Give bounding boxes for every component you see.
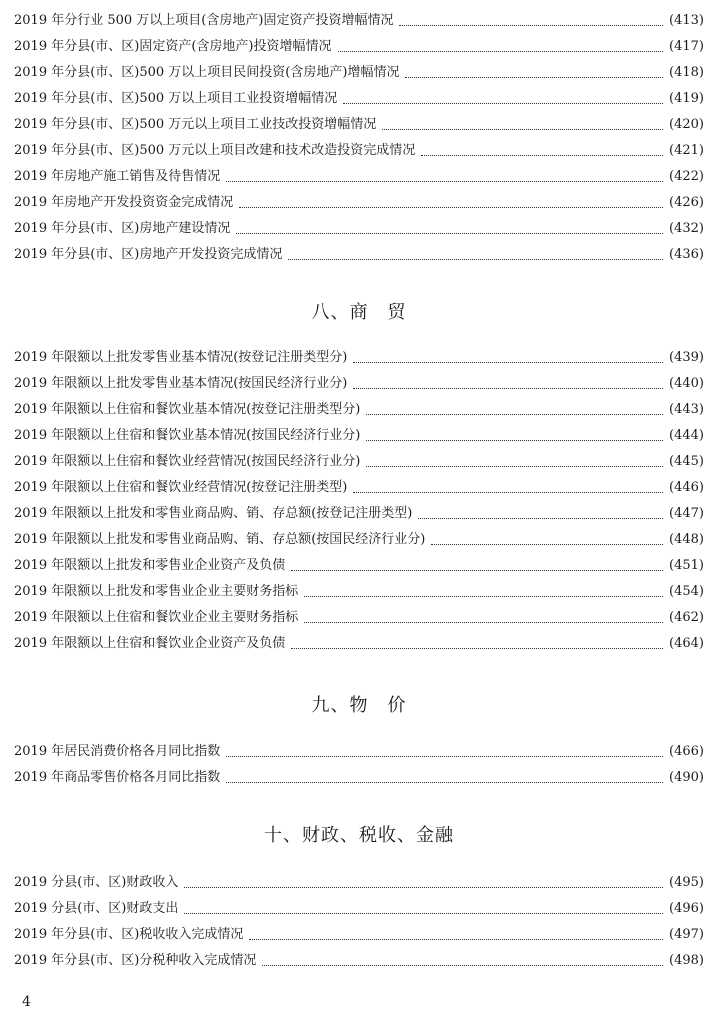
toc-entry-title: 2019 年商品零售价格各月同比指数 bbox=[14, 770, 221, 785]
toc-entry bbox=[14, 60, 704, 86]
toc-entry-page: (444) bbox=[669, 428, 704, 443]
toc-entry bbox=[14, 138, 704, 164]
dot-leader bbox=[304, 622, 663, 623]
toc-entry-page: (495) bbox=[669, 875, 704, 890]
toc-entry bbox=[14, 765, 704, 791]
toc-entry bbox=[14, 216, 704, 242]
toc-entry bbox=[14, 870, 704, 896]
toc-entry-page: (451) bbox=[669, 558, 704, 573]
toc-entry-page: (466) bbox=[669, 744, 704, 759]
toc-entry-page: (497) bbox=[669, 927, 704, 942]
toc-entry bbox=[14, 527, 704, 553]
dot-leader bbox=[249, 939, 663, 940]
toc-entry-page: (436) bbox=[669, 247, 704, 262]
toc-entry-title: 2019 年限额以上批发和零售业企业资产及负债 bbox=[14, 558, 286, 573]
dot-leader bbox=[304, 596, 663, 597]
toc-entry-page: (421) bbox=[669, 143, 704, 158]
toc-entry bbox=[14, 242, 704, 268]
toc-entry-title: 2019 年居民消费价格各月同比指数 bbox=[14, 744, 221, 759]
dot-leader bbox=[353, 492, 663, 493]
dot-leader bbox=[184, 887, 663, 888]
dot-leader bbox=[288, 259, 663, 260]
toc-entry-page: (422) bbox=[669, 169, 704, 184]
dot-leader bbox=[239, 207, 663, 208]
toc-entry-page: (445) bbox=[669, 454, 704, 469]
toc-entry-title: 2019 年分县(市、区)房地产建设情况 bbox=[14, 221, 231, 236]
toc-entry-page: (418) bbox=[669, 65, 704, 80]
dot-leader bbox=[226, 181, 663, 182]
toc-entry bbox=[14, 345, 704, 371]
dot-leader bbox=[226, 756, 663, 757]
toc-entry-page: (498) bbox=[669, 953, 704, 968]
toc-entry-title: 2019 年限额以上批发零售业基本情况(按登记注册类型分) bbox=[14, 350, 348, 365]
toc-entry bbox=[14, 34, 704, 60]
toc-entry-page: (446) bbox=[669, 480, 704, 495]
toc-entry-title: 2019 年分县(市、区)房地产开发投资完成情况 bbox=[14, 247, 283, 262]
toc-entry-title: 2019 年限额以上批发和零售业商品购、销、存总额(按登记注册类型) bbox=[14, 506, 413, 521]
toc-entry-title: 2019 年分县(市、区)税收收入完成情况 bbox=[14, 927, 244, 942]
toc-entry-title: 2019 年限额以上批发和零售业企业主要财务指标 bbox=[14, 584, 299, 599]
dot-leader bbox=[291, 648, 663, 649]
dot-leader bbox=[343, 103, 663, 104]
toc-entry bbox=[14, 397, 704, 423]
toc-entry-title: 2019 年限额以上住宿和餐饮业经营情况(按登记注册类型) bbox=[14, 480, 348, 495]
toc-entry-page: (490) bbox=[669, 770, 704, 785]
dot-leader bbox=[353, 362, 663, 363]
toc-entry-page: (462) bbox=[669, 610, 704, 625]
toc-entry bbox=[14, 475, 704, 501]
toc-entry-title: 2019 年房地产施工销售及待售情况 bbox=[14, 169, 221, 184]
toc-entry bbox=[14, 896, 704, 922]
dot-leader bbox=[366, 440, 663, 441]
toc-entry-title: 2019 年房地产开发投资资金完成情况 bbox=[14, 195, 234, 210]
toc-entry bbox=[14, 579, 704, 605]
dot-leader bbox=[366, 414, 663, 415]
dot-leader bbox=[236, 233, 663, 234]
toc-entry-page: (448) bbox=[669, 532, 704, 547]
dot-leader bbox=[431, 544, 663, 545]
toc-entry-title: 2019 年限额以上住宿和餐饮业经营情况(按国民经济行业分) bbox=[14, 454, 361, 469]
toc-section-investment bbox=[14, 8, 704, 268]
toc-entry-title: 2019 年限额以上批发零售业基本情况(按国民经济行业分) bbox=[14, 376, 348, 391]
toc-entry bbox=[14, 631, 704, 657]
toc-entry-page: (439) bbox=[669, 350, 704, 365]
dot-leader bbox=[405, 77, 663, 78]
toc-entry bbox=[14, 190, 704, 216]
toc-entry-title: 2019 年分县(市、区)500 万以上项目工业投资增幅情况 bbox=[14, 91, 338, 106]
toc-entry-title: 2019 年限额以上住宿和餐饮业企业主要财务指标 bbox=[14, 610, 299, 625]
toc-entry-title: 2019 分县(市、区)财政支出 bbox=[14, 901, 179, 916]
toc-section-prices bbox=[14, 739, 704, 791]
dot-leader bbox=[421, 155, 663, 156]
dot-leader bbox=[184, 913, 663, 914]
toc-entry-page: (496) bbox=[669, 901, 704, 916]
section-heading-prices: 九、物 价 bbox=[311, 695, 407, 716]
toc-entry bbox=[14, 605, 704, 631]
toc-entry bbox=[14, 423, 704, 449]
section-heading-finance: 十、财政、税收、金融 bbox=[264, 825, 454, 846]
dot-leader bbox=[353, 388, 663, 389]
dot-leader bbox=[226, 782, 663, 783]
toc-entry-page: (440) bbox=[669, 376, 704, 391]
toc-entry bbox=[14, 922, 704, 948]
toc-entry bbox=[14, 112, 704, 138]
toc-section-commerce bbox=[14, 345, 704, 657]
toc-entry bbox=[14, 449, 704, 475]
toc-entry-page: (443) bbox=[669, 402, 704, 417]
toc-entry-page: (432) bbox=[669, 221, 704, 236]
toc-entry bbox=[14, 371, 704, 397]
toc-entry bbox=[14, 8, 704, 34]
toc-entry-page: (454) bbox=[669, 584, 704, 599]
toc-entry-page: (413) bbox=[669, 13, 704, 28]
toc-entry-title: 2019 年分县(市、区)500 万元以上项目改建和技术改造投资完成情况 bbox=[14, 143, 416, 158]
toc-entry-page: (464) bbox=[669, 636, 704, 651]
dot-leader bbox=[291, 570, 663, 571]
toc-section-finance bbox=[14, 870, 704, 974]
toc-entry-title: 2019 年分县(市、区)分税种收入完成情况 bbox=[14, 953, 257, 968]
dot-leader bbox=[382, 129, 663, 130]
toc-entry-title: 2019 年限额以上住宿和餐饮业基本情况(按国民经济行业分) bbox=[14, 428, 361, 443]
toc-entry bbox=[14, 948, 704, 974]
toc-entry-page: (417) bbox=[669, 39, 704, 54]
toc-entry-page: (419) bbox=[669, 91, 704, 106]
page-number: 4 bbox=[22, 994, 31, 1010]
dot-leader bbox=[262, 965, 663, 966]
toc-entry bbox=[14, 739, 704, 765]
dot-leader bbox=[399, 25, 663, 26]
toc-entry bbox=[14, 86, 704, 112]
toc-entry-title: 2019 年限额以上住宿和餐饮业基本情况(按登记注册类型分) bbox=[14, 402, 361, 417]
toc-entry-title: 2019 年限额以上批发和零售业商品购、销、存总额(按国民经济行业分) bbox=[14, 532, 426, 547]
dot-leader bbox=[366, 466, 663, 467]
toc-entry bbox=[14, 553, 704, 579]
section-heading-commerce: 八、商 贸 bbox=[311, 302, 407, 323]
toc-entry-title: 2019 年分县(市、区)500 万以上项目民间投资(含房地产)增幅情况 bbox=[14, 65, 400, 80]
toc-entry bbox=[14, 164, 704, 190]
dot-leader bbox=[338, 51, 664, 52]
toc-entry-title: 2019 年分县(市、区)500 万元以上项目工业技改投资增幅情况 bbox=[14, 117, 377, 132]
toc-entry-title: 2019 年分行业 500 万以上项目(含房地产)固定资产投资增幅情况 bbox=[14, 13, 394, 28]
toc-entry-title: 2019 分县(市、区)财政收入 bbox=[14, 875, 179, 890]
toc-entry-title: 2019 年限额以上住宿和餐饮业企业资产及负债 bbox=[14, 636, 286, 651]
dot-leader bbox=[418, 518, 663, 519]
toc-entry bbox=[14, 501, 704, 527]
toc-entry-page: (426) bbox=[669, 195, 704, 210]
toc-entry-page: (420) bbox=[669, 117, 704, 132]
toc-entry-title: 2019 年分县(市、区)固定资产(含房地产)投资增幅情况 bbox=[14, 39, 332, 54]
toc-entry-page: (447) bbox=[669, 506, 704, 521]
